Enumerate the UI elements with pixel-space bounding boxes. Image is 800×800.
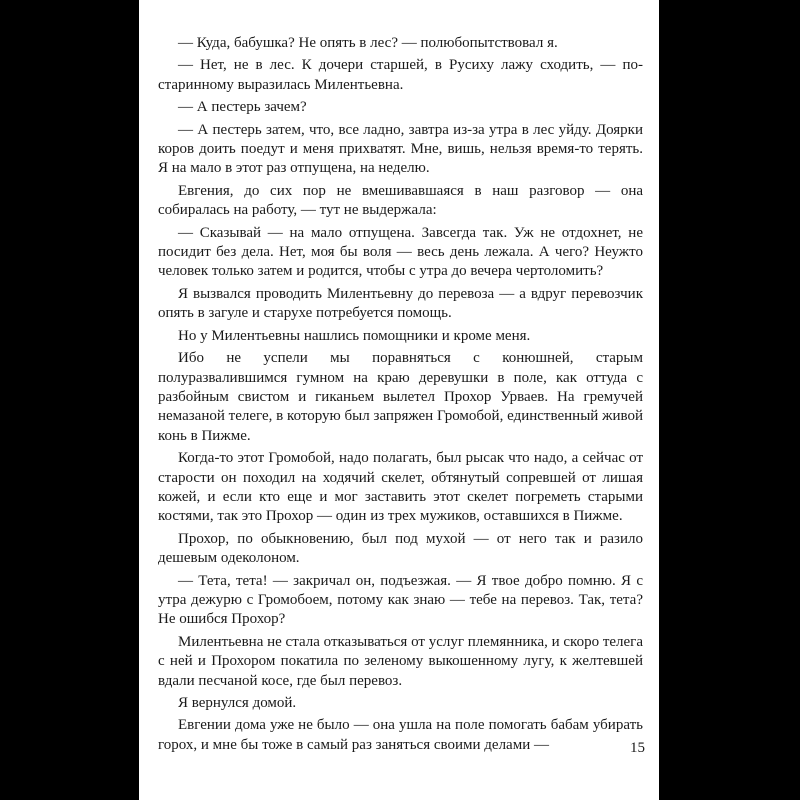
paragraph: Когда-то этот Громобой, надо полагать, был рысак что надо, а сейчас от старости он походил на ходячий скелет, обтянутый сопревшей от лишая кожей, и если кто еще и мог заставить этот скелет погреметь старыми костями, так это Прохор — один из трех мужиков, оставшихся в Пижме. xyxy=(158,450,643,525)
paragraph: Ибо не успели мы поравняться с конюшней, старым полуразвалившимся гумном на краю деревушки в поле, как оттуда с разбойным свистом и гиканьем вылетел Прохор Урваев. На гремучей немазаной телеге, в которую был запряжен Громобой, единственный живой конь в Пижме. xyxy=(158,350,643,444)
paragraph: Евгении дома уже не было — она ушла на поле помогать бабам убирать горох, и мне бы тоже в самый раз заняться своими делами — xyxy=(158,717,643,753)
paragraph: Я вызвался проводить Милентьевну до перевоза — а вдруг перевозчик опять в загуле и старухе потребуется помощь. xyxy=(158,285,643,322)
paragraph: — А пестерь зачем? xyxy=(178,99,307,116)
paragraph: — Нет, не в лес. К дочери старшей, в Русиху лажу сходить, — по-старинному выразилась Милентьевна. xyxy=(158,57,643,93)
paragraph: Евгения, до сих пор не вмешивавшаяся в наш разговор — она собиралась на работу, — тут не выдержала: xyxy=(158,182,643,219)
body-text xyxy=(158,34,643,758)
paragraph: — Тета, тета! — закричал он, подъезжая. — Я твое добро помню. Я с утра дежурю с Громобоем, потому как знаю — тебе на перевоз. Так, тета? Не ошибся Прохор? xyxy=(158,572,643,628)
page-number: 15 xyxy=(630,740,645,756)
paragraph: Я вернулся домой. xyxy=(178,695,297,711)
paragraph: — Сказывай — на мало отпущена. Завсегда так. Уж не отдохнет, не посидит без дела. Нет, моя бы воля — весь день лежала. А чего? Неужто человек только затем и родится, чтобы с утра до вечера чертоломить? xyxy=(158,224,643,280)
paragraph: Милентьевна не стала отказываться от услуг племянника, и скоро телега с ней и Прохором покатила по зеленому выкошенному лугу, к желтевшей вдали песчаной косе, где был перевоз. xyxy=(158,633,643,689)
left-scan-border xyxy=(0,0,139,800)
paragraph: Но у Милентьевны нашлись помощники и кроме меня. xyxy=(178,327,531,344)
paragraph: — А пестерь затем, что, все ладно, завтра из-за утра в лес уйду. Доярки коров доить поедут и меня прихватят. Мне, вишь, нельзя время-то терять. Я на мало в этот раз отпущена, на неделю. xyxy=(158,121,643,177)
book-page xyxy=(139,0,659,800)
paragraph: Прохор, по обыкновению, был под мухой — от него так и разило дешевым одеколоном. xyxy=(158,530,643,567)
paragraph: — Куда, бабушка? Не опять в лес? — полюбопытствовал я. xyxy=(178,35,558,51)
right-scan-border xyxy=(659,0,800,800)
